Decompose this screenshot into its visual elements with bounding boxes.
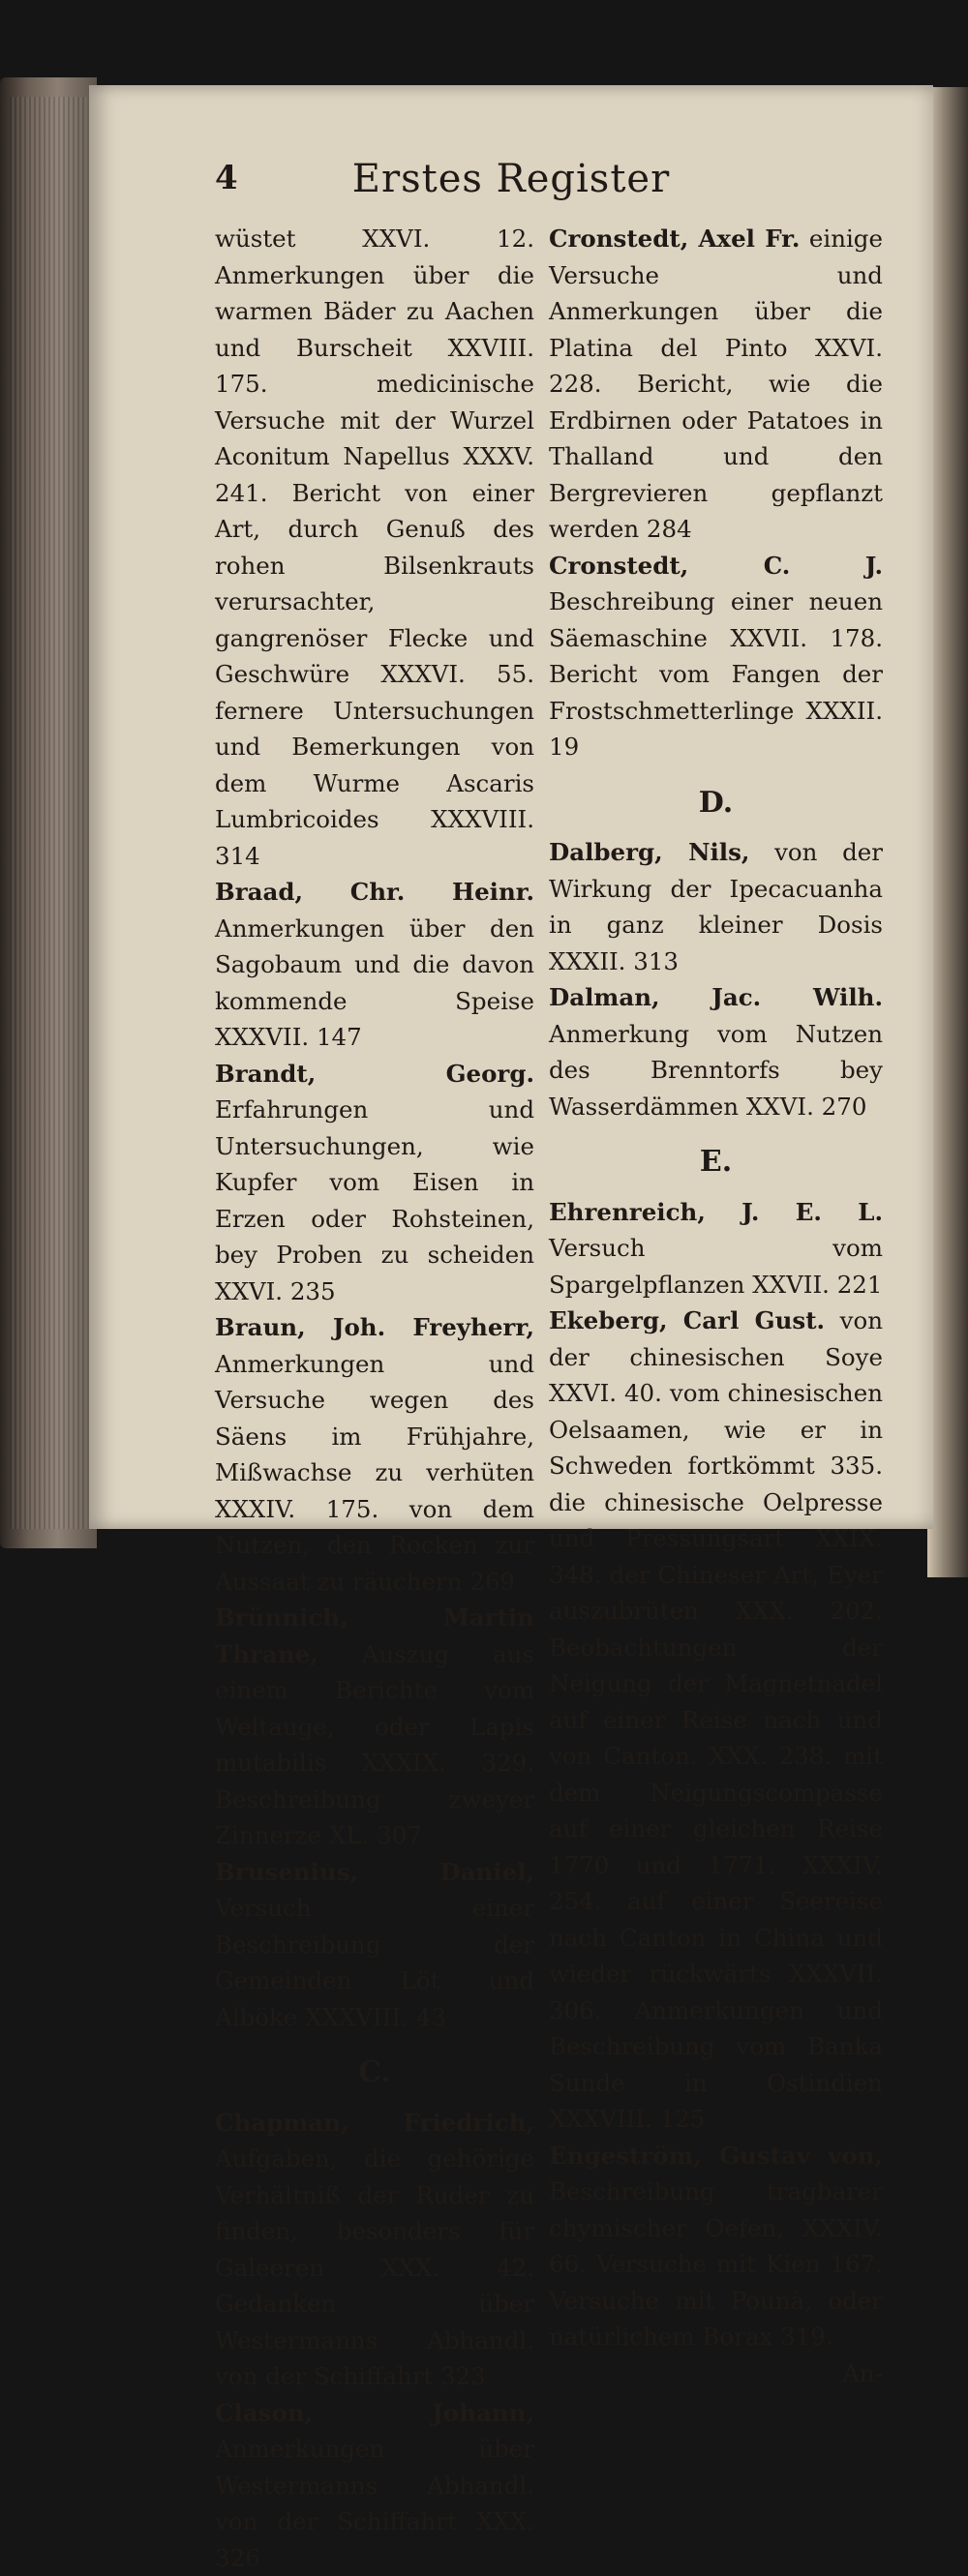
entry-author: Braun, Joh. Freyherr,: [215, 1313, 534, 1341]
index-entry: wüstet XXVI. 12. Anmerkungen über die warmen Bäder zu Aachen und Burscheit XXVIII. 175. medicinische Versuche mit der Wurzel Aconitum Napellus XXXV. 241. Bericht von einer Art, durch Genuß des rohen Bilsenkrauts verursachter, gangrenöser Flecke und Geschwüre XXXVI. 55. fernere Untersuchungen und Bemerkungen von dem Wurme Ascaris Lumbricoides XXXVIII. 314: [215, 221, 534, 874]
entry-author: Dalberg, Nils,: [549, 838, 749, 866]
entry-text: Anmerkungen über Westermanns Abhandl. von der Schiffahrt XXX. 326: [215, 2435, 534, 2572]
entry-author: Brandt, Georg.: [215, 1060, 534, 1088]
index-entry: [215, 1056, 534, 1310]
left-column: [215, 221, 534, 2576]
entry-text: Beschreibung tragbarer chymischer Oefen, XXXIV. 66. Versuche mit Kien 167. Versuche mit Pounà, oder natürlichem Borax 319.: [549, 2177, 883, 2351]
book-page: [89, 85, 933, 1529]
section-letter-d: D.: [549, 785, 883, 822]
book-page-edges-left: [0, 77, 97, 1548]
index-entry: [549, 1303, 883, 2138]
entry-text: Versuch einer Beschreibung der Gemeinden Löt und Alböke XXXVIII. 43: [215, 1894, 534, 2031]
index-entry: [549, 221, 883, 548]
page-number: 4: [215, 159, 238, 197]
catchword: An-: [549, 2355, 883, 2392]
book-page-edges-right: [927, 87, 968, 1577]
entry-text: Versuch vom Spargelpflanzen XXVII. 221: [549, 1234, 883, 1299]
entry-text: Beschreibung einer neuen Säemaschine XXVII. 178. Bericht vom Fangen der Frostschmetterlinge XXXII. 19: [549, 587, 883, 761]
entry-author: Ehrenreich, J. E. L.: [549, 1198, 883, 1226]
entry-text: Aufgaben, die gehörige Verhältniß der Ruder zu finden, besonders für Galeeren XXX. 42. Gedanken über Westermanns Abhandl. von der Schiffahrt 323: [215, 2144, 534, 2390]
index-entry: [549, 834, 883, 979]
index-entry: [215, 1600, 534, 1854]
entry-author: Chapman, Friedrich,: [215, 2109, 534, 2137]
index-entry: [549, 2138, 883, 2355]
entry-author: Clason, Johann,: [215, 2399, 534, 2427]
entry-text: Auszug aus einem Berichte vom Weltauge, oder Lapis mutabilis XXXIX. 329. Beschreibung zweyer Zinnerze XL. 307: [215, 1640, 534, 1850]
entry-author: Cronstedt, C. J.: [549, 552, 883, 580]
entry-text: Erfahrungen und Untersuchungen, wie Kupfer vom Eisen in Erzen oder Rohsteinen, bey Proben zu scheiden XXVI. 235: [215, 1095, 534, 1305]
index-entry: [215, 2105, 534, 2395]
right-column: [549, 221, 883, 2391]
entry-author: Dalman, Jac. Wilh.: [549, 983, 883, 1011]
index-entry: [215, 1854, 534, 2036]
entry-author: Ekeberg, Carl Gust.: [549, 1306, 825, 1334]
entry-text: Anmerkungen und Versuche wegen des Säens im Frühjahre, Mißwachse zu verhüten XXXIV. 175. von dem Nutzen, den Rocken zur Aussaat zu räuchern 269: [215, 1350, 534, 1596]
index-entry: [549, 1194, 883, 1303]
entry-author: Engeström, Gustav von,: [549, 2142, 883, 2170]
entry-author: Brusenius, Daniel,: [215, 1858, 534, 1886]
entry-text: einige Versuche und Anmerkungen über die Platina del Pinto XXVI. 228. Bericht, wie die Erdbirnen oder Patatoes in Thalland und den Bergrevieren gepflanzt werden 284: [549, 225, 883, 543]
section-letter-e: E.: [549, 1144, 883, 1181]
page-header: [89, 157, 933, 215]
section-letter-c: C.: [215, 2054, 534, 2091]
index-entry: [549, 548, 883, 765]
index-entry: [215, 1309, 534, 1600]
entry-author: Brünnich, Martin Thrane,: [215, 1603, 534, 1668]
entry-text: Anmerkungen über den Sagobaum und die davon kommende Speise XXXVII. 147: [215, 914, 534, 1052]
entry-author: Cronstedt, Axel Fr.: [549, 225, 800, 253]
entry-text: von der Wirkung der Ipecacuanha in ganz kleiner Dosis XXXII. 313: [549, 838, 883, 975]
index-entry: [215, 874, 534, 1056]
entry-text: von der chinesischen Soye XXVI. 40. vom chinesischen Oelsaamen, wie er in Schweden fortkömmt 335. die chinesische Oelpresse und Pressungsart XXIX. 348. der Chineser Art, Eyer auszubrüten XXX. 202. Beobachtungen der Neigung der Magnetnadel auf einer Reise nach und von Canton. XXX. 238. mit dem Neigungscompasse auf einer gleichen Reise 1770 und 1771. XXXIV. 254. auf einer Seereise nach Canton in China und wieder rückwärts XXXVII. 306. Anmerkungen und Beschreibung vom Banka Sunde in Ostindien XXXVIII. 125: [549, 1306, 883, 2133]
entry-text: Anmerkung vom Nutzen des Brenntorfs bey Wasserdämmen XXVI. 270: [549, 1020, 883, 1121]
running-title: Erstes Register: [89, 157, 933, 201]
index-entry: [215, 2395, 534, 2576]
entry-author: Braad, Chr. Heinr.: [215, 878, 534, 906]
index-entry: [549, 979, 883, 1124]
